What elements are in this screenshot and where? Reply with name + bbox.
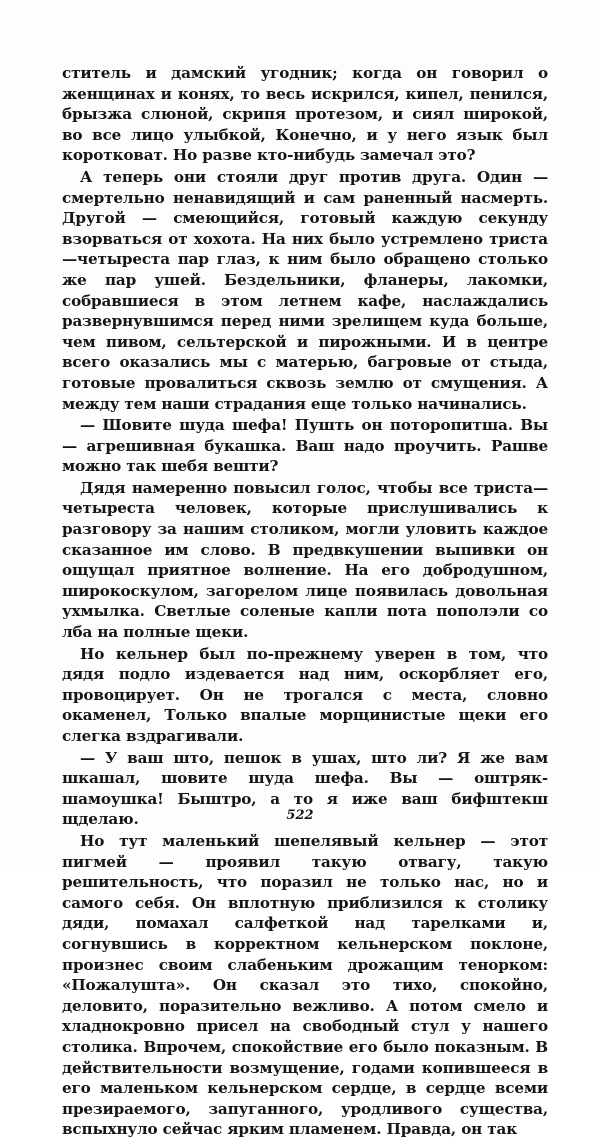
paragraph-continuation: ститель и дамский угодник; когда он говорил о женщинах и конях, то весь искрился, кипел, пенился, брызжа слюной, скрипя протезом, и сиял широкой, во все лицо улыбкой, Конечно, и у него язык был коротковат. Но разве кто-нибудь замечал это? [62,64,548,165]
paragraph: Дядя намеренно повысил голос, чтобы все триста—четыреста человек, которые прислушивались к разговору за нашим столиком, могли уловить каждое сказанное им слово. В предвкушении выпивки он ощущал приятное волнение. На его добродушном, широкоскулом, загорелом лице появилась довольная ухмылка. Светлые соленые капли пота пополэли со лба на полные щеки. [62,478,548,642]
paragraph: Но тут маленький шепелявый кельнер — этот пигмей — проявил такую отвагу, такую решительность, что поразил не только нас, но и самого себя. Он вплотную приблизился к столику дяди, помахал салфеткой над тарелками и, согнувшись в корректном кельнерском поклоне, произнес своим слабеньким дрожащим тенорком: «Пожалушта». Он сказал это тихо, спокойно, деловито, поразительно вежливо. А потом смело и хладнокровно присел на свободный стул у нашего столика. Впрочем, спокойствие его было показным. В действительности возмущение, годами копившееся в его маленьком кельнерском сердце, в сердце всеми презираемого, запуганного, уродливого существа, вспыхнуло сейчас ярким пламенем. Правда, он так [62,831,548,1139]
paragraph: А теперь они стояли друг против друга. Один — смертельно ненавидящий и сам раненный насмерть. Другой — смеющийся, готовый каждую секунду взорваться от хохота. На них было устремлено триста—четыреста пар глаз, к ним было обращено столько же пар ушей. Бездельники, фланеры, лакомки, собравшиеся в этом летнем кафе, наслаждались развернувшимся перед ними зрелищем куда больше, чем пивом, сельтерской и пирожными. И в центре всего оказались мы с матерью, багровые от стыда, готовые провалиться сквозь землю от смущения. А между тем наши страдания еще только начинались. [62,167,548,413]
page-number: 522 [286,808,314,823]
paragraph: Но кельнер был по-прежнему уверен в том, что дядя подло издевается над ним, оскорбляет его, провоцирует. Он не трогался с места, словно окаменел, Только впалые морщинистые щеки его слегка вздрагивали. [62,644,548,745]
dialogue-paragraph: — Шовите шуда шефа! Пушть он поторопитша. Вы — агрешивная букашка. Ваш надо проучить. Рашве можно так шебя вешти? [62,416,548,476]
dialogue-paragraph: — У ваш што, пешок в ушах, што ли? Я же вам шкашал, шовите шуда шефа. Вы — оштряк-шамоушка! Быштро, а то я иже ваш бифштекш щделаю. [62,748,548,829]
body-text [62,63,548,1140]
